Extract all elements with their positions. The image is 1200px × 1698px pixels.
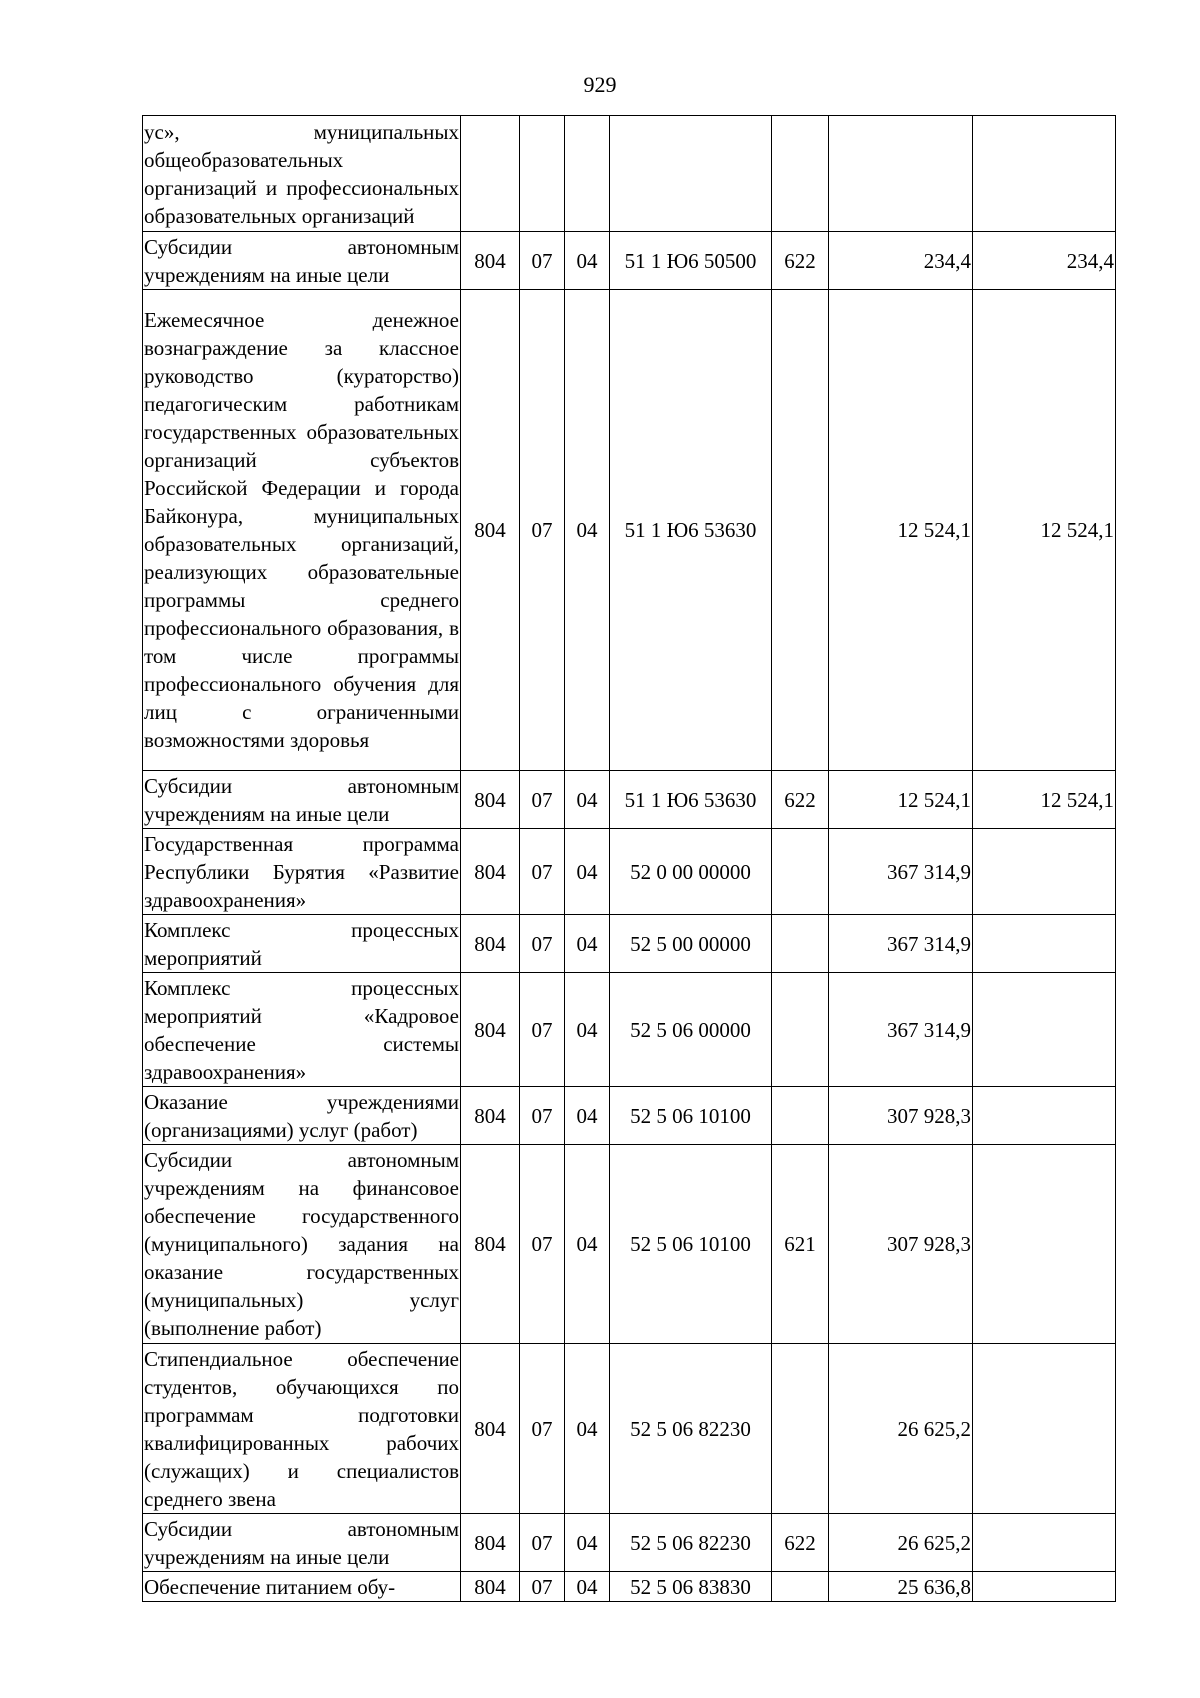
cell-pr: 04 xyxy=(565,1344,610,1514)
cell-sum1: 12 524,1 xyxy=(829,290,973,771)
cell-sum1: 234,4 xyxy=(829,232,973,290)
row-name: Субсидии автономным учреждениям на иные цели xyxy=(143,1514,461,1572)
cell-ved: 804 xyxy=(461,829,520,915)
cell-rz: 07 xyxy=(520,1344,565,1514)
cell-pr: 04 xyxy=(565,290,610,771)
cell-rz: 07 xyxy=(520,973,565,1087)
cell-pr: 04 xyxy=(565,1087,610,1145)
cell-sum1: 12 524,1 xyxy=(829,771,973,829)
cell-sum2: 234,4 xyxy=(973,232,1116,290)
cell-sum1: 367 314,9 xyxy=(829,829,973,915)
cell-sum1: 367 314,9 xyxy=(829,915,973,973)
cell-ved: 804 xyxy=(461,290,520,771)
cell-vr: 621 xyxy=(772,1145,829,1344)
cell-vr xyxy=(772,973,829,1087)
cell-csr: 51 1 Ю6 50500 xyxy=(610,232,772,290)
row-name: Субсидии автономным учреждениям на финансовое обеспечение государственного (муниципального) задания на оказание государственных (муниципальных) услуг (выполнение работ) xyxy=(143,1145,461,1344)
cell-pr: 04 xyxy=(565,973,610,1087)
cell-vr xyxy=(772,290,829,771)
row-name: Ежемесячное денежное вознаграждение за классное руководство (кураторство) педагогическим работникам государственных образовательных организаций субъектов Российской Федерации и города Байконура, муниципальных образовательных организаций, реализующих образовательные программы среднего профессионального образования, в том числе программы профессионального обучения для лиц с ограниченными возможностями здоровья xyxy=(143,290,461,771)
cell-vr xyxy=(772,1572,829,1602)
cell-sum2 xyxy=(973,915,1116,973)
cell-vr: 622 xyxy=(772,232,829,290)
cell-ved: 804 xyxy=(461,1514,520,1572)
cell-sum1: 367 314,9 xyxy=(829,973,973,1087)
cell-pr: 04 xyxy=(565,829,610,915)
cell-vr: 622 xyxy=(772,771,829,829)
cell-vr: 622 xyxy=(772,1514,829,1572)
cell-sum2 xyxy=(973,1087,1116,1145)
cell-pr xyxy=(565,116,610,232)
page-number: 929 xyxy=(583,72,617,97)
cell-csr: 52 5 06 83830 xyxy=(610,1572,772,1602)
cell-sum2 xyxy=(973,1514,1116,1572)
table-row xyxy=(143,915,1116,973)
cell-ved: 804 xyxy=(461,1145,520,1344)
cell-rz: 07 xyxy=(520,232,565,290)
cell-rz: 07 xyxy=(520,1514,565,1572)
cell-ved: 804 xyxy=(461,915,520,973)
row-name: Оказание учреждениями (организациями) услуг (работ) xyxy=(143,1087,461,1145)
cell-ved: 804 xyxy=(461,771,520,829)
cell-vr xyxy=(772,1344,829,1514)
table-row xyxy=(143,1087,1116,1145)
table-row xyxy=(143,290,1116,771)
row-name: Субсидии автономным учреждениям на иные цели xyxy=(143,771,461,829)
cell-csr: 52 5 06 10100 xyxy=(610,1087,772,1145)
table-row xyxy=(143,1344,1116,1514)
cell-csr: 52 5 06 82230 xyxy=(610,1344,772,1514)
table-row xyxy=(143,232,1116,290)
cell-csr: 51 1 Ю6 53630 xyxy=(610,290,772,771)
cell-rz: 07 xyxy=(520,829,565,915)
cell-rz: 07 xyxy=(520,290,565,771)
cell-pr: 04 xyxy=(565,1572,610,1602)
cell-vr xyxy=(772,829,829,915)
cell-sum2 xyxy=(973,1572,1116,1602)
cell-ved: 804 xyxy=(461,232,520,290)
cell-ved: 804 xyxy=(461,973,520,1087)
row-name: Обеспечение питанием обу- xyxy=(143,1572,461,1602)
row-name: Стипендиальное обеспечение студентов, обучающихся по программам подготовки квалифицированных рабочих (служащих) и специалистов среднего звена xyxy=(143,1344,461,1514)
cell-csr: 52 0 00 00000 xyxy=(610,829,772,915)
row-name: ус», муниципальных общеобразовательных организаций и профессиональных образовательных организаций xyxy=(143,116,461,232)
table-row xyxy=(143,116,1116,232)
cell-sum2: 12 524,1 xyxy=(973,771,1116,829)
row-name: Субсидии автономным учреждениям на иные цели xyxy=(143,232,461,290)
cell-csr: 52 5 06 10100 xyxy=(610,1145,772,1344)
cell-sum2: 12 524,1 xyxy=(973,290,1116,771)
cell-pr: 04 xyxy=(565,1145,610,1344)
cell-rz: 07 xyxy=(520,1572,565,1602)
table-row xyxy=(143,1572,1116,1602)
cell-rz: 07 xyxy=(520,915,565,973)
cell-sum2 xyxy=(973,1344,1116,1514)
cell-csr xyxy=(610,116,772,232)
cell-sum1: 307 928,3 xyxy=(829,1145,973,1344)
cell-rz: 07 xyxy=(520,771,565,829)
cell-pr: 04 xyxy=(565,915,610,973)
cell-csr: 52 5 00 00000 xyxy=(610,915,772,973)
cell-sum1: 25 636,8 xyxy=(829,1572,973,1602)
table-row xyxy=(143,973,1116,1087)
cell-csr: 52 5 06 00000 xyxy=(610,973,772,1087)
row-name: Комплекс процессных мероприятий xyxy=(143,915,461,973)
row-name: Государственная программа Республики Бурятия «Развитие здравоохранения» xyxy=(143,829,461,915)
cell-sum2 xyxy=(973,1145,1116,1344)
cell-vr xyxy=(772,1087,829,1145)
cell-vr xyxy=(772,116,829,232)
budget-table xyxy=(142,115,1116,1602)
cell-ved xyxy=(461,116,520,232)
row-name: Комплекс процессных мероприятий «Кадровое обеспечение системы здравоохранения» xyxy=(143,973,461,1087)
cell-sum2 xyxy=(973,829,1116,915)
cell-sum1: 26 625,2 xyxy=(829,1344,973,1514)
cell-rz xyxy=(520,116,565,232)
cell-pr: 04 xyxy=(565,232,610,290)
table-row xyxy=(143,829,1116,915)
cell-sum1: 26 625,2 xyxy=(829,1514,973,1572)
cell-sum2 xyxy=(973,973,1116,1087)
cell-pr: 04 xyxy=(565,771,610,829)
cell-ved: 804 xyxy=(461,1087,520,1145)
cell-vr xyxy=(772,915,829,973)
cell-rz: 07 xyxy=(520,1145,565,1344)
table-row xyxy=(143,1514,1116,1572)
cell-sum1 xyxy=(829,116,973,232)
table-row xyxy=(143,771,1116,829)
table-row xyxy=(143,1145,1116,1344)
cell-sum1: 307 928,3 xyxy=(829,1087,973,1145)
cell-ved: 804 xyxy=(461,1344,520,1514)
cell-csr: 51 1 Ю6 53630 xyxy=(610,771,772,829)
cell-rz: 07 xyxy=(520,1087,565,1145)
cell-csr: 52 5 06 82230 xyxy=(610,1514,772,1572)
cell-pr: 04 xyxy=(565,1514,610,1572)
cell-ved: 804 xyxy=(461,1572,520,1602)
cell-sum2 xyxy=(973,116,1116,232)
